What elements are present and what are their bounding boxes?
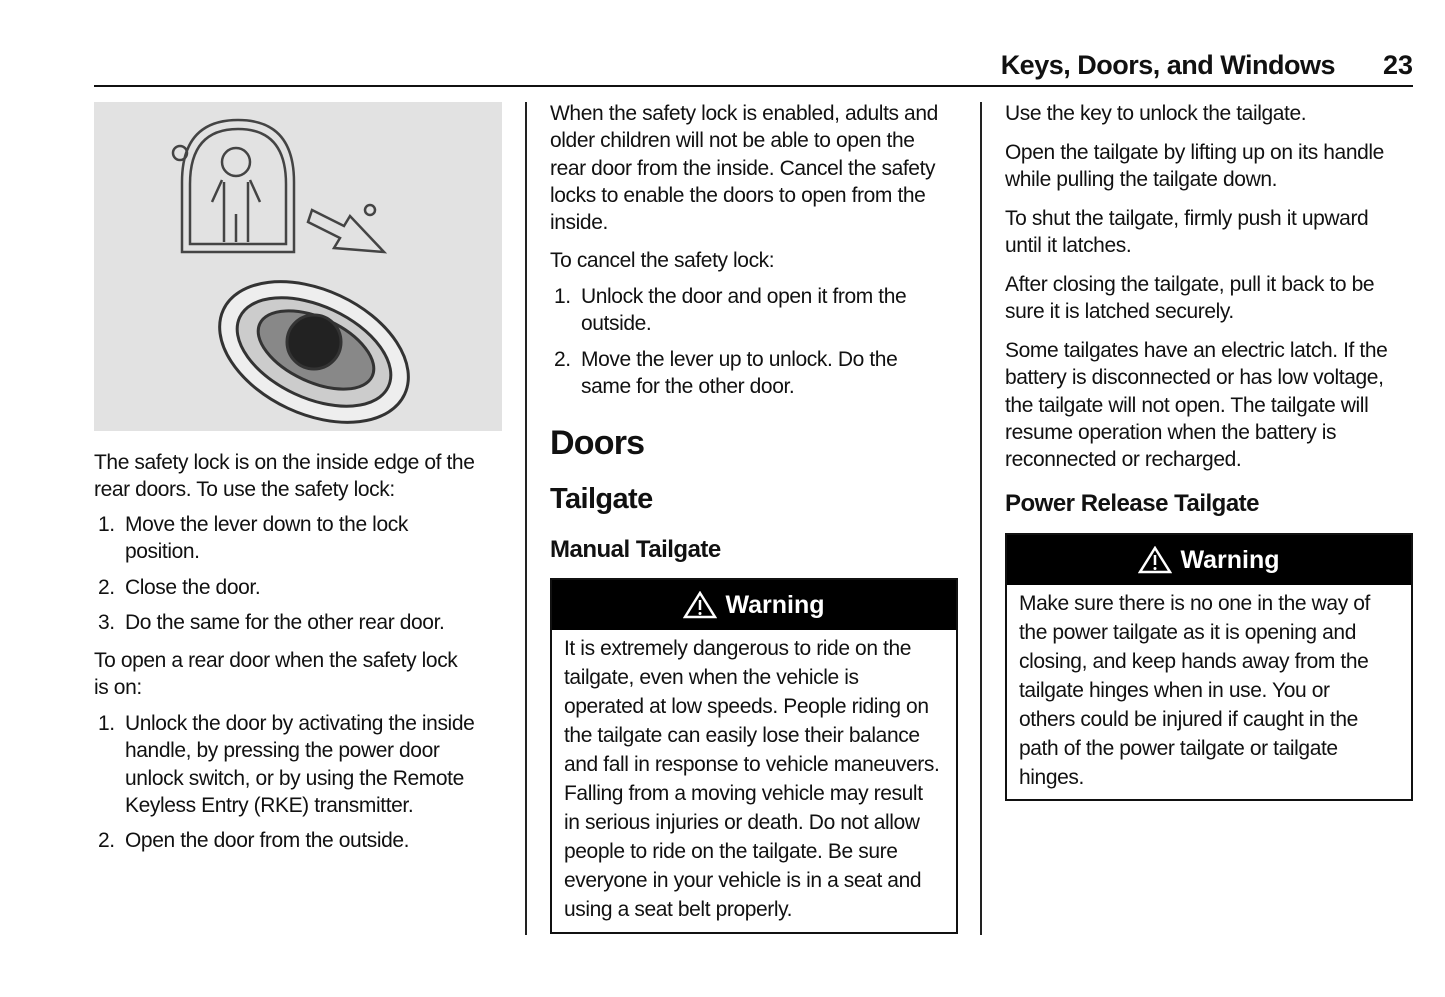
list-item xyxy=(550,283,906,338)
item-number: 2. xyxy=(98,575,115,599)
item-number: 2. xyxy=(554,347,571,371)
warning-label: Warning xyxy=(1180,545,1280,574)
warning-label: Warning xyxy=(725,590,825,619)
open-steps-list xyxy=(94,710,474,854)
manual-tailgate-warning-box xyxy=(550,578,958,934)
list-item xyxy=(94,827,474,854)
item-text: Move the lever up to unlock. Do the same for the other door. xyxy=(581,347,898,398)
list-item xyxy=(94,609,444,636)
cancel-intro: To cancel the safety lock: xyxy=(550,249,775,272)
list-item xyxy=(94,574,444,601)
safety-lock-illustration xyxy=(94,102,502,431)
warning-header xyxy=(552,580,956,630)
warning-triangle-icon xyxy=(683,591,717,619)
item-text: Open the door from the outside. xyxy=(125,829,410,853)
item-number: 1. xyxy=(98,712,115,735)
item-text: Unlock the door and open it from the outside. xyxy=(581,285,907,336)
item-number: 2. xyxy=(98,829,115,853)
warning-header xyxy=(1007,535,1411,585)
column-divider xyxy=(525,102,527,935)
column-divider xyxy=(980,102,982,935)
power-tailgate-warning-box xyxy=(1005,533,1413,801)
item-text: Unlock the door by activating the inside handle, by pressing the power door unlock switch, or by using the Remote Keyless Entry (RKE) transmitter. xyxy=(125,712,475,817)
paragraph: To shut the tailgate, firmly push it upward until it latches. xyxy=(1005,207,1369,258)
warning-text: Make sure there is no one in the way of the power tailgate as it is opening and closing, and keep hands away from the tailgate hinges when in use. You or others could be injured if caught in the path of the power tailgate or tailgate hinges. xyxy=(1019,592,1370,789)
item-number: 1. xyxy=(554,285,571,308)
section-title: Keys, Doors, and Windows xyxy=(1000,50,1335,80)
list-item xyxy=(550,346,906,401)
safety-lock-intro: The safety lock is on the inside edge of the rear doors. To use the safety lock: xyxy=(94,451,475,502)
item-text: Do the same for the other rear door. xyxy=(125,610,445,634)
warning-text: It is extremely dangerous to ride on the tailgate, even when the vehicle is operated at low speeds. People riding on the tailgate can easily lose their balance and fall in response to vehicle maneuvers. Falling from a moving vehicle may result in serious injuries or death. Do not allow people to ride on the tailgate. Be sure everyone in your vehicle is in a seat and using a seat belt properly. xyxy=(564,637,940,921)
heading-tailgate: Tailgate xyxy=(550,483,653,515)
heading-manual-tailgate: Manual Tailgate xyxy=(550,536,721,563)
paragraph: After closing the tailgate, pull it back to be sure it is latched securely. xyxy=(1005,273,1375,324)
safety-lock-enabled-paragraph: When the safety lock is enabled, adults and older children will not be able to open the rear door from the inside. Cancel the safety locks to enable the doors to open from the inside. xyxy=(550,102,938,235)
open-door-intro: To open a rear door when the safety lock is on: xyxy=(94,649,458,700)
warning-triangle-icon xyxy=(1138,546,1172,574)
paragraph: Use the key to unlock the tailgate. xyxy=(1005,102,1307,125)
paragraph: Some tailgates have an electric latch. If the battery is disconnected or has low voltage, the tailgate will not open. The tailgate will resume operation when the battery is reconnected or recharged. xyxy=(1005,339,1388,472)
heading-power-release-tailgate: Power Release Tailgate xyxy=(1005,490,1260,517)
header-rule xyxy=(94,85,1413,87)
cancel-steps-list xyxy=(550,283,906,400)
list-item xyxy=(94,511,444,566)
paragraph: Open the tailgate by lifting up on its handle while pulling the tailgate down. xyxy=(1005,141,1384,192)
item-text: Close the door. xyxy=(125,575,261,599)
item-number: 1. xyxy=(98,513,115,536)
item-number: 3. xyxy=(98,610,115,634)
list-item xyxy=(94,710,474,819)
page-number: 23 xyxy=(1382,50,1413,80)
heading-doors: Doors xyxy=(550,424,645,462)
item-text: Move the lever down to the lock position. xyxy=(125,513,408,564)
lock-steps-list xyxy=(94,511,444,636)
